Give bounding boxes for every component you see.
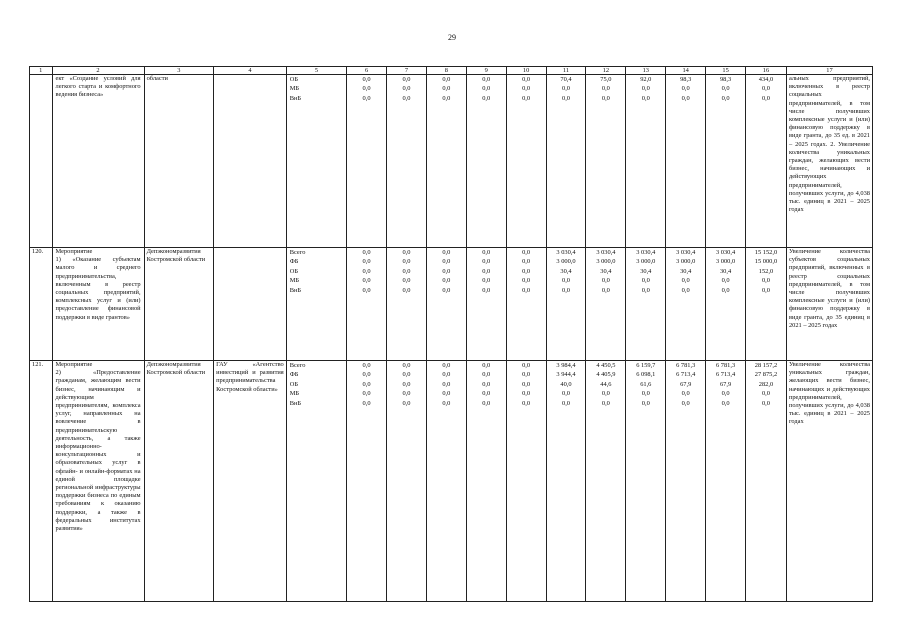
- cell-value: 0,0: [522, 362, 531, 369]
- year-values: [546, 361, 586, 602]
- cell-value: 67,9: [680, 380, 692, 388]
- cell-value: 0,0: [362, 277, 371, 285]
- column-header: 16: [746, 67, 787, 75]
- cell-value: 0,0: [761, 85, 770, 93]
- cell-value: 0,0: [442, 249, 451, 256]
- cell-value: 3 000,0: [596, 258, 616, 266]
- cell-value: 0,0: [522, 258, 531, 266]
- column-header: 7: [387, 67, 427, 75]
- cell-value: 0,0: [362, 76, 371, 83]
- cell-value: 98,3: [719, 76, 732, 83]
- cell-value: 0,0: [362, 267, 371, 275]
- cell-value: 0,0: [362, 371, 371, 379]
- cell-value: 0,0: [402, 390, 411, 398]
- year-values: [626, 75, 666, 248]
- cell-value: 0,0: [482, 390, 491, 398]
- cell-value: 6 713,4: [715, 371, 736, 379]
- column-header: 13: [626, 67, 666, 75]
- year-values: [506, 361, 546, 602]
- cell-value: 70,4: [560, 76, 572, 83]
- cell-value: 0,0: [482, 258, 491, 266]
- cell-value: 0,0: [442, 380, 451, 388]
- cell-value: 0,0: [761, 390, 770, 398]
- cell-value: 0,0: [442, 362, 451, 369]
- cell-value: 3 030,4: [596, 249, 616, 256]
- year-values: [746, 75, 787, 248]
- funding-source: Всего: [289, 249, 306, 256]
- cell-value: 40,0: [560, 380, 572, 388]
- expected-result: Увеличение количества субъектов социальных предприятий, включенных в реестр социальных предпринимателей, в том числе получивших комплексные услуги и (или) финансовую поддержку в виде гранта, до 35 единиц в 2021 – 2025 годах: [786, 248, 872, 361]
- cell-value: 0,0: [402, 399, 411, 407]
- cell-value: 0,0: [442, 390, 451, 398]
- cell-value: 0,0: [402, 258, 411, 266]
- cell-value: 0,0: [482, 371, 491, 379]
- participant: ГАУ «Агентство инвестиций и развития предпринимательства Костромской области»: [214, 361, 287, 602]
- column-header: 14: [666, 67, 706, 75]
- cell-value: 0,0: [641, 94, 650, 102]
- funding-source: ОБ: [289, 380, 299, 388]
- cell-value: 0,0: [601, 277, 610, 285]
- year-values: [626, 248, 666, 361]
- cell-value: 0,0: [362, 286, 371, 294]
- cell-value: 0,0: [601, 94, 610, 102]
- table-row: [30, 75, 873, 248]
- cell-value: 92,0: [640, 76, 652, 83]
- year-values: [746, 248, 787, 361]
- activity-title: Мероприятие: [55, 248, 93, 255]
- year-values: [426, 361, 466, 602]
- year-values: [387, 75, 427, 248]
- cell-value: 3 030,4: [715, 249, 736, 256]
- responsible-executor: Депэкономразвития Костромской области: [144, 361, 214, 602]
- cell-value: 0,0: [522, 85, 531, 93]
- participant: [214, 248, 287, 361]
- column-header: 17: [786, 67, 872, 75]
- cell-value: 0,0: [601, 390, 610, 398]
- activity-description: 2) «Предоставление гражданам, желающим вести бизнес, начинающим и действующим предпринимателям, комплекса услуг, направленных на вовлечение в предпринимательскую деятельность, а также информационно-консультационных и образовательных услуг в офлайн- и онлайн-форматах на единой площадке региональной инфраструктуры поддержки бизнеса по единым требованиям к оказанию поддержки, а также в федеральных институтах развития»: [55, 369, 141, 533]
- cell-value: 0,0: [522, 249, 531, 256]
- year-values: [466, 361, 506, 602]
- cell-value: 0,0: [482, 249, 491, 256]
- year-values: [426, 75, 466, 248]
- cell-value: 0,0: [402, 249, 411, 256]
- cell-value: 152,0: [758, 267, 774, 275]
- page-number: 29: [448, 33, 456, 42]
- program-activities-table: [29, 66, 873, 602]
- cell-value: 0,0: [442, 277, 451, 285]
- cell-value: 0,0: [402, 371, 411, 379]
- responsible-executor: области: [144, 75, 214, 248]
- cell-value: 0,0: [362, 362, 371, 369]
- cell-value: 0,0: [522, 399, 531, 407]
- table-row: [30, 248, 873, 361]
- funding-source: ФБ: [289, 371, 299, 379]
- cell-value: 0,0: [402, 286, 411, 294]
- cell-value: 0,0: [562, 286, 570, 294]
- cell-value: 30,4: [719, 267, 732, 275]
- cell-value: 44,6: [600, 380, 612, 388]
- year-values: [347, 75, 387, 248]
- funding-source: Всего: [289, 362, 306, 369]
- cell-value: 0,0: [522, 390, 531, 398]
- cell-value: 0,0: [641, 390, 650, 398]
- cell-value: 0,0: [721, 399, 730, 407]
- cell-value: 0,0: [402, 380, 411, 388]
- cell-value: 0,0: [442, 371, 451, 379]
- activity-name: ект «Создание условий для легкого старта и комфортного ведения бизнеса»: [52, 75, 144, 248]
- activity-name: [52, 361, 144, 602]
- cell-value: 0,0: [442, 399, 451, 407]
- cell-value: 0,0: [362, 399, 371, 407]
- cell-value: 0,0: [641, 277, 650, 285]
- year-values: [586, 248, 626, 361]
- cell-value: 6 159,7: [636, 362, 656, 369]
- column-header: 4: [214, 67, 287, 75]
- year-values: [706, 75, 746, 248]
- cell-value: 0,0: [442, 85, 451, 93]
- cell-value: 0,0: [761, 94, 770, 102]
- cell-value: 0,0: [442, 267, 451, 275]
- cell-value: 0,0: [402, 362, 411, 369]
- year-values: [426, 248, 466, 361]
- cell-value: 0,0: [402, 85, 411, 93]
- cell-value: 27 875,2: [754, 371, 778, 379]
- cell-value: 0,0: [522, 286, 531, 294]
- cell-value: 0,0: [721, 94, 730, 102]
- cell-value: 3 030,4: [636, 249, 656, 256]
- cell-value: 0,0: [721, 277, 730, 285]
- cell-value: 0,0: [601, 85, 610, 93]
- row-index: 121.: [30, 361, 53, 602]
- cell-value: 0,0: [761, 277, 770, 285]
- cell-value: 0,0: [522, 371, 531, 379]
- cell-value: 0,0: [681, 399, 690, 407]
- year-values: [626, 361, 666, 602]
- cell-value: 0,0: [721, 85, 730, 93]
- year-values: [466, 75, 506, 248]
- cell-value: 0,0: [522, 267, 531, 275]
- cell-value: 3 030,4: [556, 249, 576, 256]
- column-header: 15: [706, 67, 746, 75]
- column-header: 2: [52, 67, 144, 75]
- cell-value: 0,0: [482, 399, 491, 407]
- cell-value: 30,4: [640, 267, 652, 275]
- cell-value: 6 781,3: [715, 362, 736, 369]
- cell-value: 434,0: [758, 76, 774, 83]
- cell-value: 0,0: [562, 399, 570, 407]
- column-header: 3: [144, 67, 214, 75]
- cell-value: 0,0: [681, 390, 690, 398]
- cell-value: 0,0: [482, 267, 491, 275]
- cell-value: 0,0: [482, 277, 491, 285]
- cell-value: 0,0: [362, 390, 371, 398]
- cell-value: 0,0: [522, 277, 531, 285]
- cell-value: 28 157,2: [754, 362, 778, 369]
- cell-value: 0,0: [562, 94, 570, 102]
- year-values: [546, 248, 586, 361]
- column-header: 10: [506, 67, 546, 75]
- cell-value: 0,0: [442, 76, 451, 83]
- cell-value: 0,0: [482, 362, 491, 369]
- year-values: [666, 361, 706, 602]
- cell-value: 0,0: [641, 286, 650, 294]
- cell-value: 0,0: [402, 277, 411, 285]
- cell-value: 0,0: [402, 76, 411, 83]
- cell-value: 0,0: [362, 249, 371, 256]
- year-values: [666, 248, 706, 361]
- cell-value: 61,6: [640, 380, 652, 388]
- cell-value: 15 152,0: [754, 249, 778, 256]
- cell-value: 0,0: [442, 94, 451, 102]
- cell-value: 0,0: [522, 380, 531, 388]
- row-index: 120.: [30, 248, 53, 361]
- table-row: [30, 361, 873, 602]
- year-values: [347, 361, 387, 602]
- column-header: 9: [466, 67, 506, 75]
- funding-sources: [286, 75, 346, 248]
- cell-value: 3 000,0: [636, 258, 656, 266]
- cell-value: 282,0: [758, 380, 774, 388]
- cell-value: 0,0: [601, 286, 610, 294]
- cell-value: 0,0: [681, 277, 690, 285]
- cell-value: 0,0: [442, 286, 451, 294]
- year-values: [347, 248, 387, 361]
- cell-value: 0,0: [562, 277, 570, 285]
- cell-value: 0,0: [402, 94, 411, 102]
- year-values: [666, 75, 706, 248]
- year-values: [506, 75, 546, 248]
- funding-source: ОБ: [289, 76, 299, 83]
- year-values: [387, 248, 427, 361]
- year-values: [586, 75, 626, 248]
- year-values: [706, 248, 746, 361]
- expected-result: Увеличение количества уникальных граждан, желающих вести бизнес, начинающих и действующих предпринимателей, получивших услуги, до 4,038 тыс. единиц в 2021 – 2025 годах: [786, 361, 872, 602]
- cell-value: 0,0: [562, 85, 570, 93]
- activity-description: 1) «Оказание субъектам малого и среднего предпринимательства, включенным в реестр социальных предприятий, комплексных услуг и (или) предоставление финансовой поддержки в виде грантов»: [55, 256, 141, 321]
- cell-value: 3 030,4: [676, 249, 696, 256]
- cell-value: 4 405,9: [596, 371, 616, 379]
- activity-name: [52, 248, 144, 361]
- column-header: 1: [30, 67, 53, 75]
- cell-value: 0,0: [522, 76, 531, 83]
- year-values: [586, 361, 626, 602]
- cell-value: 0,0: [442, 258, 451, 266]
- cell-value: 0,0: [721, 390, 730, 398]
- cell-value: 67,9: [719, 380, 732, 388]
- cell-value: 3 984,4: [556, 362, 576, 369]
- year-values: [506, 248, 546, 361]
- cell-value: 0,0: [681, 94, 690, 102]
- cell-value: 75,0: [600, 76, 612, 83]
- activity-title: Мероприятие: [55, 361, 93, 368]
- column-header: 8: [426, 67, 466, 75]
- cell-value: 0,0: [681, 286, 690, 294]
- funding-source: ВнБ: [289, 399, 302, 407]
- funding-source: ВнБ: [289, 94, 302, 102]
- funding-source: ОБ: [289, 267, 299, 275]
- column-header: 11: [546, 67, 586, 75]
- cell-value: 0,0: [641, 85, 650, 93]
- cell-value: 0,0: [482, 94, 491, 102]
- cell-value: 0,0: [681, 85, 690, 93]
- responsible-executor: Депэкономразвития Костромской области: [144, 248, 214, 361]
- cell-value: 98,3: [680, 76, 692, 83]
- cell-value: 0,0: [482, 85, 491, 93]
- cell-value: 30,4: [680, 267, 692, 275]
- expected-result: альных предприятий, включенных в реестр социальных предпринимателей, в том числе получивших комплексные услуги и (или) финансовую поддержку в виде гранта, до 35 ед. в 2021 – 2025 годах. 2. Увеличение количества уникальных граждан, желающих вести бизнес, начинающих и действующих предпринимателей, получивших услуги, до 4,038 тыс. единиц в 2021 – 2025 годах: [786, 75, 872, 248]
- cell-value: 0,0: [482, 380, 491, 388]
- funding-source: МБ: [289, 277, 300, 285]
- year-values: [706, 361, 746, 602]
- cell-value: 0,0: [362, 85, 371, 93]
- cell-value: 4 450,5: [596, 362, 616, 369]
- cell-value: 30,4: [560, 267, 572, 275]
- cell-value: 0,0: [362, 258, 371, 266]
- year-values: [387, 361, 427, 602]
- cell-value: 0,0: [482, 286, 491, 294]
- column-header: 6: [347, 67, 387, 75]
- cell-value: 3 000,0: [676, 258, 696, 266]
- year-values: [546, 75, 586, 248]
- cell-value: 0,0: [761, 286, 770, 294]
- cell-value: 0,0: [641, 399, 650, 407]
- cell-value: 0,0: [562, 390, 570, 398]
- cell-value: 3 000,0: [715, 258, 736, 266]
- column-header: 5: [286, 67, 346, 75]
- funding-sources: [286, 361, 346, 602]
- cell-value: 0,0: [362, 94, 371, 102]
- funding-source: ФБ: [289, 258, 299, 266]
- column-number-row: [30, 67, 873, 75]
- funding-sources: [286, 248, 346, 361]
- year-values: [466, 248, 506, 361]
- cell-value: 6 713,4: [676, 371, 696, 379]
- column-header: 12: [586, 67, 626, 75]
- cell-value: 0,0: [362, 380, 371, 388]
- cell-value: 30,4: [600, 267, 612, 275]
- participant: [214, 75, 287, 248]
- row-index: [30, 75, 53, 248]
- cell-value: 3 000,0: [556, 258, 576, 266]
- cell-value: 3 944,4: [556, 371, 576, 379]
- cell-value: 6 781,3: [676, 362, 696, 369]
- cell-value: 6 098,1: [636, 371, 656, 379]
- cell-value: 0,0: [721, 286, 730, 294]
- cell-value: 0,0: [601, 399, 610, 407]
- funding-source: МБ: [289, 85, 300, 93]
- cell-value: 0,0: [402, 267, 411, 275]
- funding-source: МБ: [289, 390, 300, 398]
- cell-value: 0,0: [761, 399, 770, 407]
- cell-value: 0,0: [482, 76, 491, 83]
- cell-value: 0,0: [522, 94, 531, 102]
- funding-source: ВнБ: [289, 286, 302, 294]
- year-values: [746, 361, 787, 602]
- cell-value: 15 000,0: [754, 258, 778, 266]
